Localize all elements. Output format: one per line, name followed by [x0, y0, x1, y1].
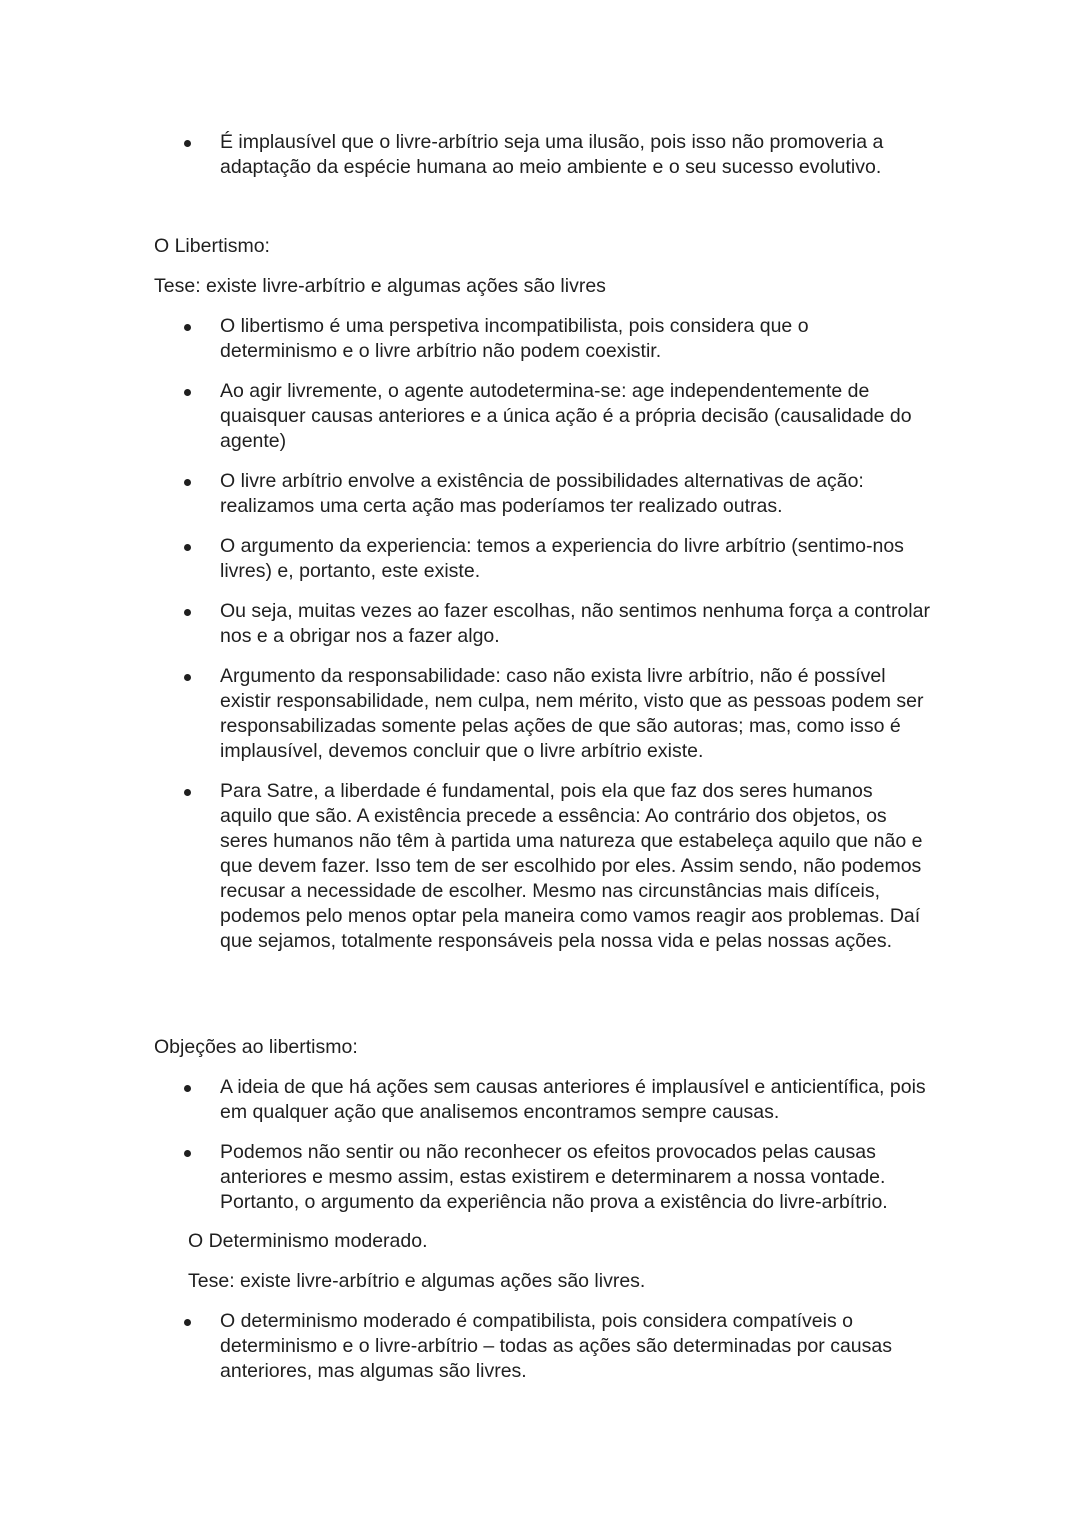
bullet-icon [184, 789, 191, 796]
bullet-icon [184, 1150, 191, 1157]
section-title-determinismo-moderado: O Determinismo moderado. [188, 1230, 428, 1252]
bullet-icon [184, 324, 191, 331]
list-item [0, 314, 1080, 364]
bullet-icon [184, 674, 191, 681]
list-item [0, 779, 1080, 954]
bullet-text: Podemos não sentir ou não reconhecer os efeitos provocados pelas causas anteriores e mesmo assim, estas existirem e determinarem a nossa vontade. Portanto, o argumento da experiência não prova a existência do livre-arbítrio. [220, 1141, 888, 1213]
list-item [0, 1140, 1080, 1215]
bullet-text: O determinismo moderado é compatibilista, pois considera compatíveis o determinismo e o livre-arbítrio – todas as ações são determinadas por causas anteriores, mas algumas são livres. [220, 1310, 892, 1382]
section-title-objecoes: Objeções ao libertismo: [154, 1036, 358, 1058]
objecoes-list [0, 1075, 1080, 1230]
tese-determinismo-moderado: Tese: existe livre-arbítrio e algumas ações são livres. [188, 1270, 646, 1292]
list-item [0, 130, 1080, 180]
list-item [0, 1309, 1080, 1384]
bullet-icon [184, 544, 191, 551]
bullet-icon [184, 1319, 191, 1326]
tese-libertismo: Tese: existe livre-arbítrio e algumas ações são livres [154, 275, 606, 297]
bullet-text: Ou seja, muitas vezes ao fazer escolhas, não sentimos nenhuma força a controlar nos e a obrigar nos a fazer algo. [220, 600, 930, 647]
bullet-text: A ideia de que há ações sem causas anteriores é implausível e anticientífica, pois em qualquer ação que analisemos encontramos sempre causas. [220, 1076, 926, 1123]
bullet-text: O argumento da experiencia: temos a experiencia do livre arbítrio (sentimo-nos livres) e, portanto, este existe. [220, 535, 904, 582]
bullet-icon [184, 389, 191, 396]
bullet-text: Para Satre, a liberdade é fundamental, pois ela que faz dos seres humanos aquilo que são. A existência precede a essência: Ao contrário dos objetos, os seres humanos não têm à partida uma natureza que estabeleça aquilo que não e que devem fazer. Isso tem de ser escolhido por eles. Assim sendo, não podemos recusar a necessidade de escolher. Mesmo nas circunstâncias mais difíceis, podemos pelo menos optar pela maneira como vamos reagir aos problemas. Daí que sejamos, totalmente responsáveis pela nossa vida e pelas nossas ações. [220, 780, 923, 952]
list-item [0, 534, 1080, 584]
list-item [0, 599, 1080, 649]
list-item [0, 379, 1080, 454]
bullet-text: O livre arbítrio envolve a existência de possibilidades alternativas de ação: realizamos uma certa ação mas poderíamos ter realizado outras. [220, 470, 864, 517]
list-item [0, 1075, 1080, 1125]
bullet-text: É implausível que o livre-arbítrio seja uma ilusão, pois isso não promoveria a adaptação da espécie humana ao meio ambiente e o seu sucesso evolutivo. [220, 131, 884, 178]
list-item [0, 469, 1080, 519]
bullet-text: O libertismo é uma perspetiva incompatibilista, pois considera que o determinismo e o livre arbítrio não podem coexistir. [220, 315, 809, 362]
section-title-libertismo: O Libertismo: [154, 235, 270, 257]
libertismo-list [0, 314, 1080, 969]
bullet-icon [184, 1085, 191, 1092]
bullet-icon [184, 479, 191, 486]
bullet-text: Ao agir livremente, o agente autodetermina-se: age independentemente de quaisquer causas anteriores e a única ação é a própria decisão (causalidade do agente) [220, 380, 912, 452]
list-item [0, 664, 1080, 764]
bullet-icon [184, 140, 191, 147]
determinismo-moderado-list [0, 1309, 1080, 1399]
bullet-text: Argumento da responsabilidade: caso não exista livre arbítrio, não é possível existir responsabilidade, nem culpa, nem mérito, visto que as pessoas podem ser responsabilizadas somente pelas ações de que são autoras; mas, como isso é implausível, devemos concluir que o livre arbítrio existe. [220, 665, 924, 762]
section1-list [0, 130, 1080, 195]
bullet-icon [184, 609, 191, 616]
